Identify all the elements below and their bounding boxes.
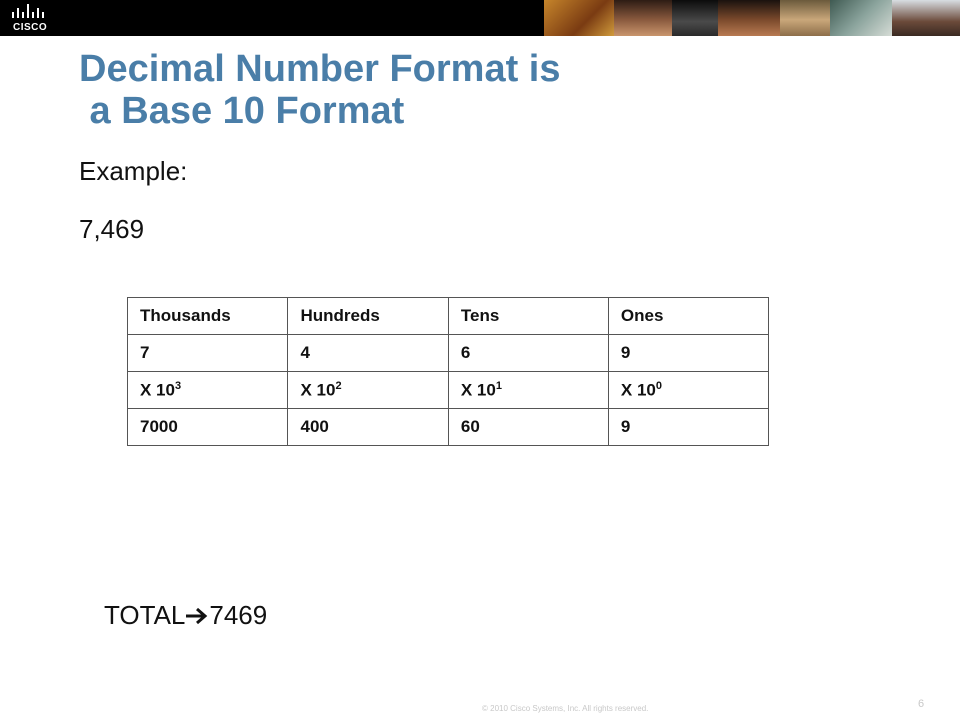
cisco-bridge-icon bbox=[10, 3, 50, 19]
multiplier-base: X 10 bbox=[300, 380, 336, 400]
table-cell: 7 bbox=[128, 335, 288, 372]
table-cell: 400 bbox=[288, 409, 448, 446]
total-line bbox=[104, 600, 267, 631]
cisco-wordmark: CISCO bbox=[13, 22, 48, 33]
table-cell: 4 bbox=[288, 335, 448, 372]
table-row-products bbox=[128, 409, 769, 446]
table-cell: 6 bbox=[448, 335, 608, 372]
header-bar bbox=[0, 0, 960, 36]
multiplier-exponent: 3 bbox=[174, 379, 182, 392]
copyright-text: © 2010 Cisco Systems, Inc. All rights reserved. bbox=[482, 704, 649, 713]
multiplier-base: X 10 bbox=[140, 380, 175, 400]
table-cell bbox=[128, 372, 288, 409]
photo-banner bbox=[544, 0, 960, 36]
table-cell: 9 bbox=[608, 409, 768, 446]
place-value-table bbox=[127, 297, 769, 446]
example-label: Example: bbox=[79, 156, 188, 186]
table-cell bbox=[448, 372, 608, 409]
multiplier-exponent: 2 bbox=[335, 379, 342, 392]
total-value: 7469 bbox=[209, 600, 268, 630]
table-header-row bbox=[128, 298, 769, 335]
arrow-right-icon bbox=[185, 606, 209, 626]
multiplier-exponent: 0 bbox=[655, 379, 663, 392]
table-row-multipliers bbox=[128, 372, 769, 409]
page-number: 6 bbox=[918, 698, 925, 710]
table-cell bbox=[288, 372, 448, 409]
table-cell bbox=[608, 372, 768, 409]
cisco-logo bbox=[10, 3, 56, 33]
total-label: TOTAL bbox=[104, 600, 186, 630]
multiplier-base: X 10 bbox=[460, 380, 496, 400]
multiplier-exponent: 1 bbox=[495, 379, 502, 392]
table-header-cell: Thousands bbox=[128, 298, 288, 335]
table-header-cell: Hundreds bbox=[288, 298, 448, 335]
table-row-digits bbox=[128, 335, 769, 372]
table-cell: 9 bbox=[608, 335, 768, 372]
example-number: 7,469 bbox=[79, 214, 145, 244]
multiplier-base: X 10 bbox=[620, 380, 656, 400]
table-cell: 7000 bbox=[128, 409, 288, 446]
slide-title: Decimal Number Format is a Base 10 Format bbox=[79, 48, 561, 132]
table-header-cell: Ones bbox=[608, 298, 768, 335]
table-header-cell: Tens bbox=[448, 298, 608, 335]
table-cell: 60 bbox=[448, 409, 608, 446]
